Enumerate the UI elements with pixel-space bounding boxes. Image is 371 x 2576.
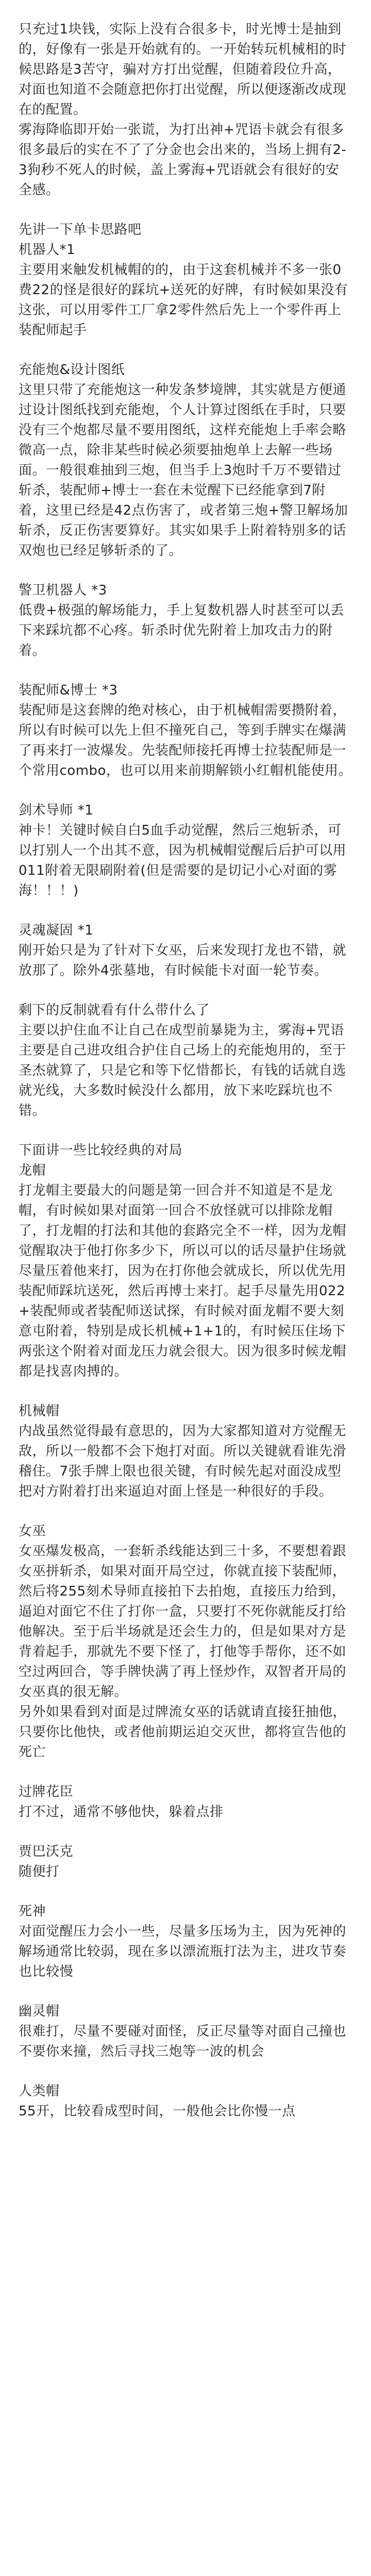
note-paragraph-human-hat: 人类帽 55开，比较看成型时间，一般他会比你慢一点 xyxy=(19,2083,296,2119)
note-paragraph-jabberwock: 贾巴沃克 随便打 xyxy=(19,1844,74,1879)
note-paragraph-guard-robot: 警卫机器人 *3 低费+极强的解场能力，手上复数机器人时甚至可以丢下来踩坑都不心疼。斩杀时优先附着上加攻击力的附着。 xyxy=(19,583,344,658)
note-paragraph-sword-mentor: 剑术导师 *1 神卡！关键时候自白5血手动觉醒，然后三炮斩杀，可以打别人一个出其不意，因为机械帽觉醒后后护可以用011附着无限刷附着(但是需要的是切记小心对面的雾海！！！) xyxy=(19,803,347,899)
note-paragraph-soul-freeze: 灵魂凝固 *1 刚开始只是为了针对下女巫，后来发现打龙也不错，就放那了。除外4张墓地，有时候能卡对面一轮节奏。 xyxy=(19,923,347,978)
note-paragraph-witch: 女巫 女巫爆发极高，一套斩杀线能达到三十多，不要想着跟女巫拼斩杀，如果对面开局空过，你就直接下装配师，然后将255刻术导师直接拍下去拍炮，直接压力给到，逼迫对面它不住了打你一盒，只要打不死你就能反打给他解决。至于后半场就是还会生力的，但是如果对方是背着起手，那就先不要下怪了，打他等手帮你，还不如空过两回合，等手牌快满了再上怪炒作，双智者开局的女巫真的很无解。 另外如果看到对面是过牌流女巫的话就请直接狂抽他，只要你比他快，或者他前期运迫交灭世，都将宣告他的死亡 xyxy=(19,1523,347,1760)
note-paragraph-robot: 先讲一下单卡思路吧 机器人*1 主要用来触发机械帽的的，由于这套机械并不多一张0费22的怪是很好的踩坑+送死的好牌，有时候如果没有这张，可以用零件工厂拿2零件然后先上一个零件再上装配师起手 xyxy=(19,222,348,338)
note-paragraph-charge-cannon: 充能炮&设计图纸 这里只带了充能炮这一种发条梦境牌，其实就是方便通过设计图纸找到充能炮，个人计算过图纸在手时，只要没有三个炮都尽量不要用图纸，这样充能炮上手率会略微高一点，除非某些时候必须要抽炮单上去解一些场面。一般很难抽到三炮，但当手上3炮时千万不要错过斩杀，装配师+博士一套在未觉醒下已经能拿到7附着，这里已经是42点伤害了，或者第三炮+警卫解场加斩杀，反正伤害要算好。其实如果手上附着特别多的话双炮也已经足够斩杀的了。 xyxy=(19,362,348,558)
note-paragraph-counters: 剩下的反制就看有什么带什么了 主要以护住血不让自己在成型前暴毙为主，雾海+咒语主要是自己进攻组合护住自己场上的充能炮用的，至于圣杰就算了，只是它和等下忆惜都长，有钱的话就自选就光线，大多数时候没什么都用，放下来吃踩坑也不错。 xyxy=(19,1003,347,1118)
note-paragraph-flower: 过牌花臣 打不过，通常不够他快，躲着点排 xyxy=(19,1784,224,1820)
note-paragraph-intro: 只充过1块钱，实际上没有合很多卡，时光博士是抽到的，好像有一张是开始就有的。一开始转玩机械相的时候思路是3苦守，骗对方打出觉醒，但随着段位升高，对面也知道不会随意把你打出觉醒，所以便逐渐改成现在的配置。 雾海降临即开始一张谎，为打出神+咒语卡就会有很多很多最后的实在不了了分金也会出来的，当场上拥有2-3狗秒不死人的时候，盖上雾海+咒语就会有很好的安全感。 xyxy=(19,22,347,198)
note-paragraph-mech-hat: 机械帽 内战虽然觉得最有意思的，因为大家都知道对方觉醒无敌，所以一般都不会下炮打对面。所以关键就看谁先滑稽住。7张手牌上限也很关键，有时候先起对面没成型把对方附着打出来逼迫对面上怪是一种很好的手段。 xyxy=(19,1403,347,1499)
note-paragraph-death: 死神 对面觉醒压力会小一些，尽量多压场为主，因为死神的解场通常比较弱，现在多以漂流瓶打法为主，进攻节奏也比较慢 xyxy=(19,1904,347,1979)
note-paragraph-ghost-hat: 幽灵帽 很难打，尽量不要碰对面怪，反正尽量等对面自己撞也不要你来撞，然后寻找三炮等一波的机会 xyxy=(19,2004,347,2059)
note-paragraph-assembler: 装配师&博士 *3 装配师是这套牌的绝对核心，由于机械帽需要攒附着，所以有时候可以先上但不撞死自己，等到手牌实在爆满了再来打一波爆发。先装配师接托再博士拉装配师是一个常用combo，也可以用来前期解锁小红帽机能使用。 xyxy=(19,683,352,778)
note-paragraph-dragon-hat: 下面讲一些比较经典的对局 龙帽 打龙帽主要最大的问题是第一回合并不知道是不是龙帽，有时候如果对面第一回合不放怪就可以排除龙帽了，打龙帽的打法和其他的套路完全不一样，因为龙帽觉醒取决于他打你多少下，所以可以的话尽量护住场就尽量压着他来打，因为在打你他会就成长，所以优先用装配师踩坑送死，然后再博士来打。起手尽量先用022+装配师或者装配师送试探，有时候对面龙帽不要大刻意屯附着，特别是成长机械+1+1的，有时候压住场下两张这个附着对面龙压力就会很大。因为很多时候龙帽都是找喜肉搏的。 xyxy=(19,1143,347,1379)
